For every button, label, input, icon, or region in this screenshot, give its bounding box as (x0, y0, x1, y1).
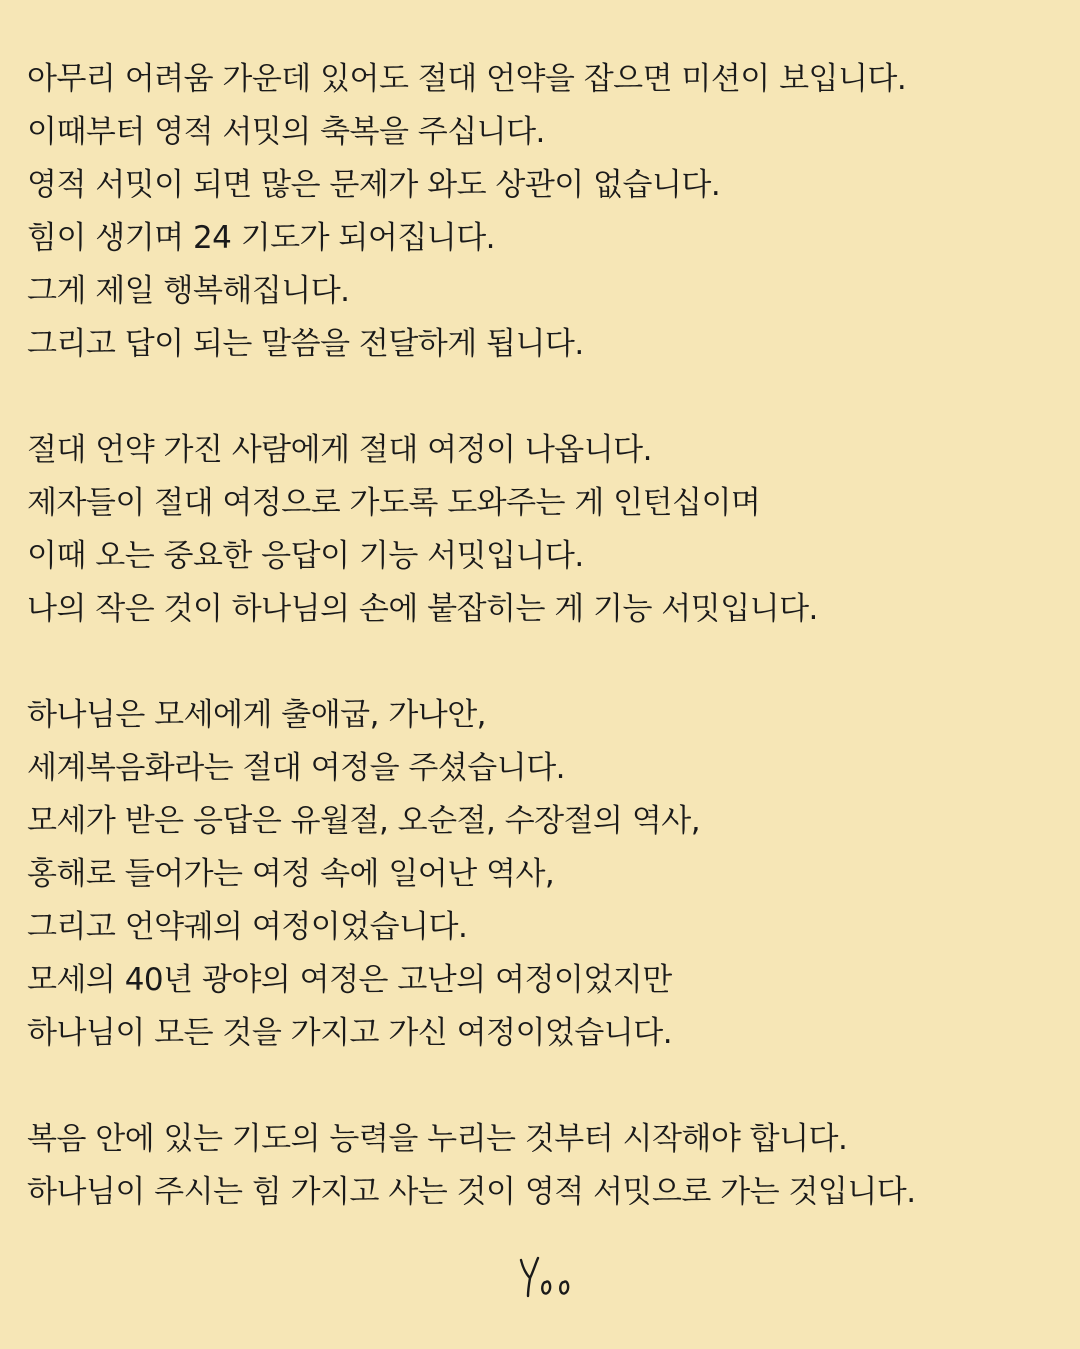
text-line: 복음 안에 있는 기도의 능력을 누리는 것부터 시작해야 합니다. (27, 1121, 848, 1157)
text-line: 아무리 어려움 가운데 있어도 절대 언약을 잡으면 미션이 보입니다. (27, 61, 907, 97)
text-line: 이때 오는 중요한 응답이 기능 서밋입니다. (27, 538, 584, 574)
text-line: 모세가 받은 응답은 유월절, 오순절, 수장절의 역사, (27, 803, 701, 839)
text-line: 힘이 생기며 24 기도가 되어집니다. (27, 220, 496, 256)
paragraph-3 (27, 689, 1067, 1060)
text-line: 절대 언약 가진 사람에게 절대 여정이 나옵니다. (27, 432, 652, 468)
text-line: 나의 작은 것이 하나님의 손에 붙잡히는 게 기능 서밋입니다. (27, 591, 818, 627)
text-line: 하나님은 모세에게 출애굽, 가나안, (27, 697, 487, 733)
text-line: 영적 서밋이 되면 많은 문제가 와도 상관이 없습니다. (27, 167, 721, 203)
text-line: 홍해로 들어가는 여정 속에 일어난 역사, (27, 856, 555, 892)
text-line: 모세의 40년 광야의 여정은 고난의 여정이었지만 (27, 962, 672, 998)
text-line: 세계복음화라는 절대 여정을 주셨습니다. (27, 750, 565, 786)
paragraph-4 (27, 1113, 1067, 1219)
paragraph-2 (27, 424, 1067, 636)
text-line: 그게 제일 행복해집니다. (27, 273, 350, 309)
message-body (27, 53, 1067, 1219)
signature (516, 1252, 586, 1302)
text-line: 그리고 답이 되는 말씀을 전달하게 됩니다. (27, 326, 584, 362)
paragraph-1 (27, 53, 1067, 371)
text-line: 이때부터 영적 서밋의 축복을 주십니다. (27, 114, 545, 150)
text-line: 제자들이 절대 여정으로 가도록 도와주는 게 인턴십이며 (27, 485, 761, 521)
text-line: 하나님이 모든 것을 가지고 가신 여정이었습니다. (27, 1015, 673, 1051)
text-line: 그리고 언약궤의 여정이었습니다. (27, 909, 468, 945)
text-line: 하나님이 주시는 힘 가지고 사는 것이 영적 서밋으로 가는 것입니다. (27, 1174, 916, 1210)
